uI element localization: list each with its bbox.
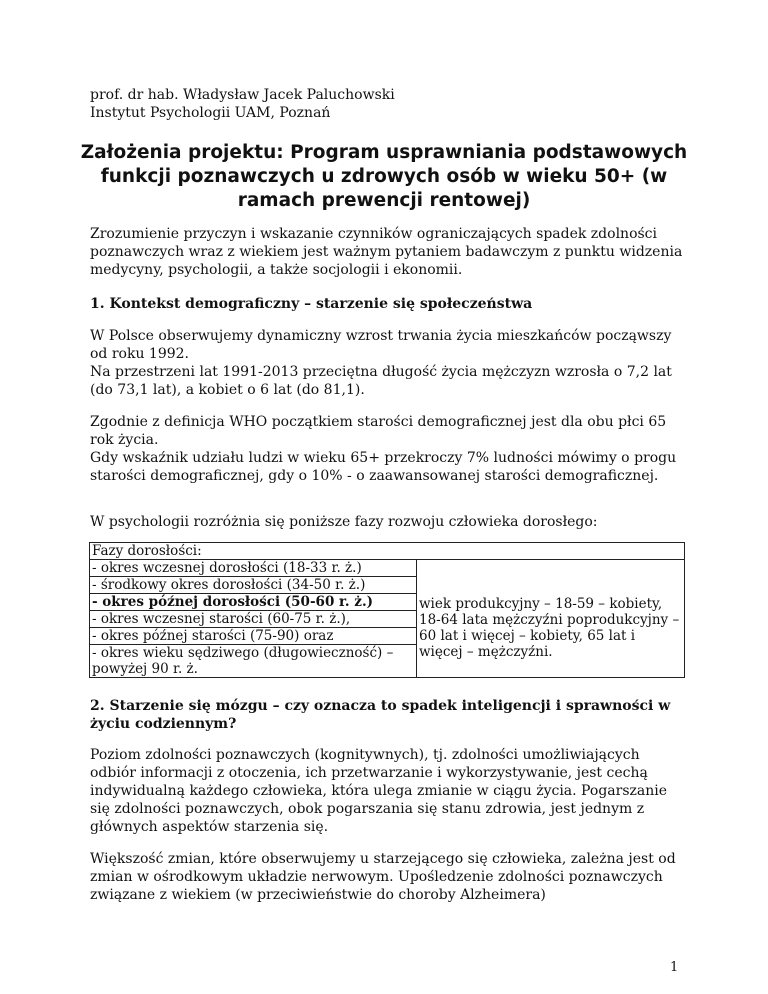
phase-row: - okres wczesnej dorosłości (18-33 r. ż.)	[90, 560, 416, 577]
section-1-paragraph-5: W psychologii rozróżnia się poniższe fazy rozwoju człowieka dorosłego:	[90, 514, 598, 530]
table-header: Fazy dorosłości:	[90, 543, 685, 560]
section-2-paragraph-2: Większość zmian, które obserwujemy u starzejącego się człowieka, zależna jest od zmian w ośrodkowym układzie nerwowym. Upośledzenie zdolności poznawczych związane z wiekiem (w przeciwieństwie do choroby Alzheimera)	[90, 851, 676, 903]
section-1-paragraph-2: Na przestrzeni lat 1991-2013 przeciętna długość życia mężczyzn wzrosła o 7,2 lat (do 73,1 lat), a kobiet o 6 lat (do 81,1).	[90, 364, 672, 398]
section-1-paragraph-3: Zgodnie z definicja WHO początkiem starości demograficznej jest dla obu płci 65 rok życia.	[90, 414, 667, 448]
phase-row-highlighted: - okres późnej dorosłości (50-60 r. ż.)	[90, 594, 416, 611]
phase-row: - okres wieku sędziwego (długowieczność) – powyżej 90 r. ż.	[92, 645, 394, 677]
section-2-paragraph-1: Poziom zdolności poznawczych (kognitywnych), tj. zdolności umożliwiających odbiór informacji z otoczenia, ich przetwarzanie i wykorzystywanie, jest cechą indywidualną każdego człowieka, która ulega zmianie w ciągu życia. Pogarszanie się zdolności poznawczych, obok pogarszania się stanu zdrowia, jest jednym z głównych aspektów starzenia się.	[90, 747, 668, 835]
adulthood-phases-table	[89, 542, 685, 678]
phases-list	[90, 560, 417, 678]
document-title: Założenia projektu: Program usprawniania podstawowych funkcji poznawczych u zdrowych osób w wieku 50+ (w ramach prewencji rentowej)	[80, 142, 688, 211]
section-1-heading: 1. Kontekst demograficzny – starzenie się społeczeństwa	[90, 296, 533, 312]
author-institution: Instytut Psychologii UAM, Poznań	[90, 105, 331, 121]
page-number: 1	[670, 960, 679, 975]
author-name: prof. dr hab. Władysław Jacek Paluchowski	[90, 87, 395, 103]
phase-row: - okres późnej starości (75-90) oraz	[90, 628, 416, 645]
phase-row: - okres wczesnej starości (60-75 r. ż.),	[90, 611, 416, 628]
section-1-paragraph-4: Gdy wskaźnik udziału ludzi w wieku 65+ przekroczy 7% ludności mówimy o progu starości demograficznej, gdy o 10% - o zaawansowanej starości demograficznej.	[90, 450, 677, 484]
intro-paragraph: Zrozumienie przyczyn i wskazanie czynników ograniczających spadek zdolności poznawczych wraz z wiekiem jest ważnym pytaniem badawczym z punktu widzenia medycyny, psychologii, a także socjologii i ekonomii.	[90, 226, 683, 278]
author-block	[90, 86, 395, 122]
phase-row: - środkowy okres dorosłości (34-50 r. ż.)	[90, 577, 416, 594]
working-age-cell: wiek produkcyjny – 18-59 – kobiety, 18-64 lata mężczyźni poprodukcyjny – 60 lat i więcej – kobiety, 65 lat i więcej – mężczyźni.	[417, 560, 685, 678]
section-2-heading: 2. Starzenie się mózgu – czy oznacza to spadek inteligencji i sprawności w życiu codziennym?	[90, 698, 671, 732]
section-1-paragraph-1: W Polsce obserwujemy dynamiczny wzrost trwania życia mieszkańców począwszy od roku 1992.	[90, 328, 672, 362]
